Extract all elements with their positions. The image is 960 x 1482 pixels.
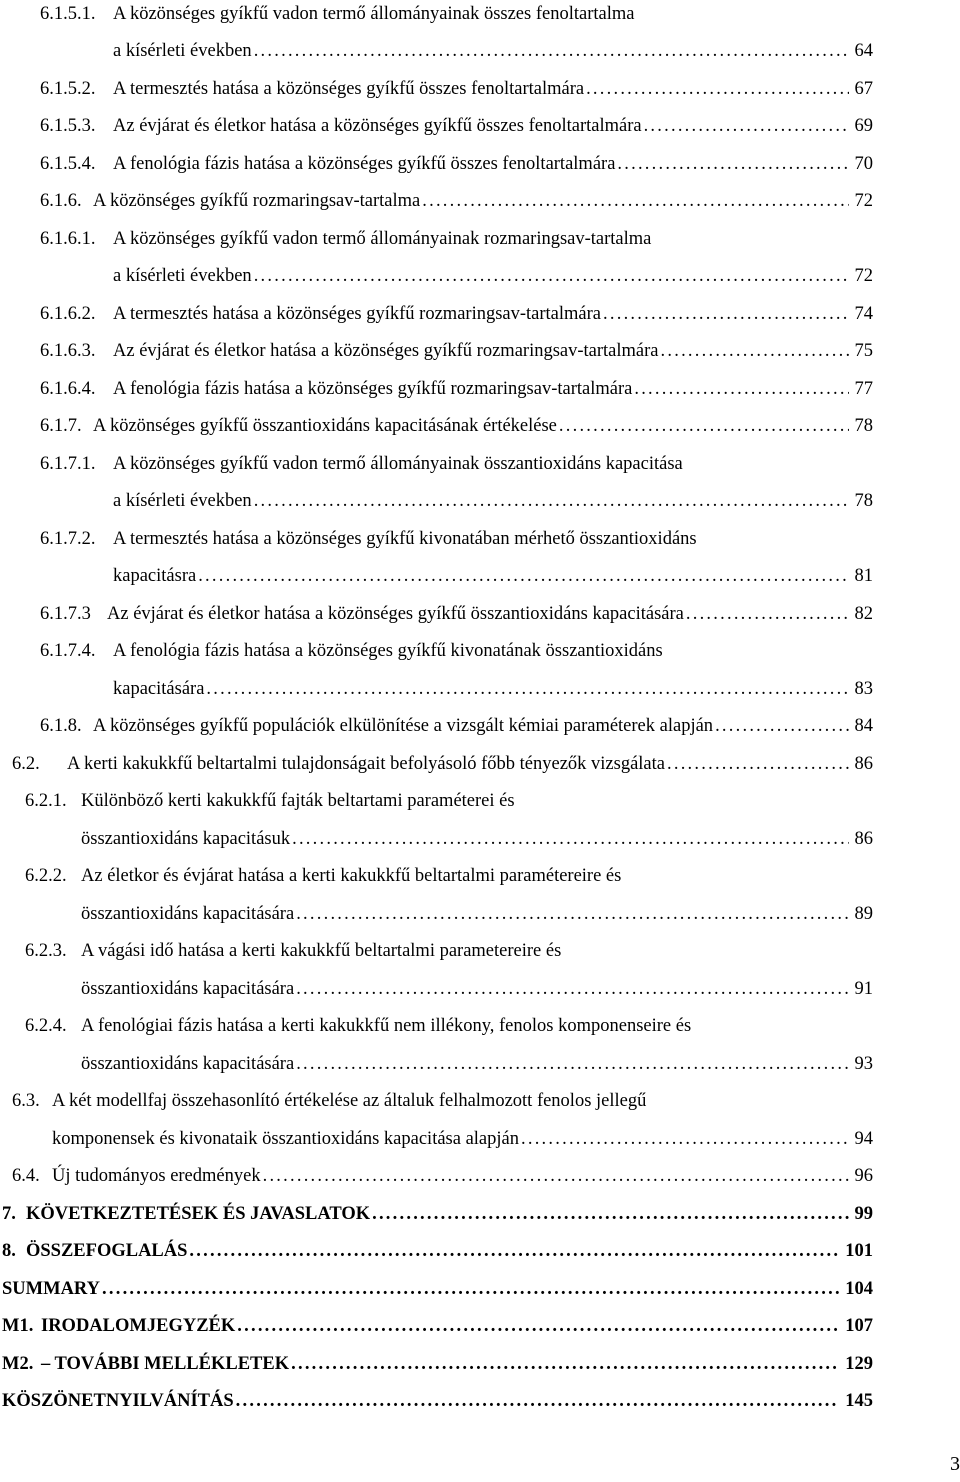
dot-leader: [237, 1312, 839, 1340]
dot-leader: [102, 1275, 839, 1303]
toc-entry-page: 94: [854, 1129, 873, 1149]
toc-entry-page: 67: [854, 79, 873, 99]
dot-leader: [603, 300, 848, 328]
toc-entry-title: a kísérleti években: [113, 266, 252, 286]
toc-entry[interactable]: [0, 337, 960, 365]
toc-entry-number: 6.3.: [12, 1091, 40, 1111]
toc-entry-title: Az életkor és évjárat hatása a kerti kakukkfű beltartalmi paramétereire és: [81, 866, 622, 886]
dot-leader: [521, 1125, 849, 1153]
toc-entry-title: Az évjárat és életkor hatása a közönséges gyíkfű rozmaringsav-tartalmára: [113, 341, 659, 361]
toc-entry-title: KÖSZÖNETNYILVÁNÍTÁS: [2, 1391, 234, 1411]
toc-entry-number: 6.1.7.: [40, 416, 82, 436]
toc-entry[interactable]: [0, 375, 960, 403]
toc-entry-title: SUMMARY: [2, 1279, 101, 1299]
dot-leader: [715, 712, 848, 740]
dot-leader: [634, 375, 848, 403]
toc-entry-title: A közönséges gyíkfű vadon termő állományainak rozmaringsav-tartalma: [113, 229, 652, 249]
toc-entry-title: a kísérleti években: [113, 491, 252, 511]
toc-entry-number: 6.1.7.3: [40, 604, 91, 624]
toc-entry[interactable]: [0, 975, 960, 1003]
toc-entry-number: 6.2.2.: [25, 866, 67, 886]
toc-entry[interactable]: [0, 1012, 960, 1040]
toc-entry[interactable]: [0, 675, 960, 703]
toc-entry-title: összantioxidáns kapacitására: [81, 904, 295, 924]
toc-entry[interactable]: [0, 637, 960, 665]
toc-entry-number: 7.: [2, 1204, 16, 1224]
toc-entry-title: A közönséges gyíkfű vadon termő állományainak összes fenoltartalma: [113, 4, 635, 24]
toc-entry[interactable]: [0, 1312, 960, 1340]
toc-entry-number: 6.4.: [12, 1166, 40, 1186]
toc-entry[interactable]: [0, 300, 960, 328]
toc-entry-title: összantioxidáns kapacitására: [81, 1054, 295, 1074]
toc-entry-number: 6.1.6.1.: [40, 229, 96, 249]
toc-entry-title: KÖVETKEZTETÉSEK ÉS JAVASLATOK: [26, 1204, 371, 1224]
toc-entry[interactable]: [0, 0, 960, 28]
dot-leader: [236, 1387, 840, 1415]
toc-entry-page: 89: [854, 904, 873, 924]
toc-entry-page: 93: [854, 1054, 873, 1074]
dot-leader: [296, 975, 848, 1003]
toc-entry-number: 6.1.5.2.: [40, 79, 96, 99]
toc-entry[interactable]: [0, 412, 960, 440]
dot-leader: [372, 1200, 848, 1228]
dot-leader: [686, 600, 849, 628]
toc-entry[interactable]: [0, 1350, 960, 1378]
toc-entry-title: Az évjárat és életkor hatása a közönséges gyíkfű összantioxidáns kapacitására: [107, 604, 684, 624]
page-number: 3: [950, 1453, 960, 1475]
toc-entry-number: 6.1.7.2.: [40, 529, 96, 549]
toc-entry-title: A termesztés hatása a közönséges gyíkfű kivonatában mérhető összantioxidáns: [113, 529, 697, 549]
toc-entry-number: 6.1.6.: [40, 191, 82, 211]
toc-entry[interactable]: [0, 787, 960, 815]
dot-leader: [254, 262, 849, 290]
toc-entry-page: 86: [854, 829, 873, 849]
toc-entry[interactable]: [0, 525, 960, 553]
toc-entry-number: 8.: [2, 1241, 16, 1261]
toc-entry-page: 78: [854, 416, 873, 436]
dot-leader: [292, 825, 848, 853]
toc-entry-page: 83: [854, 679, 873, 699]
toc-entry-title: A közönséges gyíkfű rozmaringsav-tartalma: [93, 191, 421, 211]
toc-entry[interactable]: [0, 262, 960, 290]
toc-entry-title: A fenológia fázis hatása a közönséges gyíkfű összes fenoltartalmára: [113, 154, 616, 174]
toc-entry-title: IRODALOMJEGYZÉK: [41, 1316, 236, 1336]
toc-entry-title: – TOVÁBBI MELLÉKLETEK: [41, 1354, 290, 1374]
toc-entry-page: 145: [845, 1391, 873, 1411]
toc-entry-page: 84: [854, 716, 873, 736]
toc-entry-title: Új tudományos eredmények: [52, 1166, 261, 1186]
toc-entry[interactable]: [0, 487, 960, 515]
dot-leader: [617, 150, 848, 178]
toc-entry-number: 6.2.1.: [25, 791, 67, 811]
toc-entry-title: Az évjárat és életkor hatása a közönséges gyíkfű összes fenoltartalmára: [113, 116, 642, 136]
toc-entry[interactable]: [0, 1237, 960, 1265]
toc-entry-page: 74: [854, 304, 873, 324]
toc-entry[interactable]: [0, 1200, 960, 1228]
dot-leader: [296, 900, 848, 928]
dot-leader: [189, 1237, 839, 1265]
toc-entry-number: 6.1.5.4.: [40, 154, 96, 174]
toc-entry-title: összantioxidáns kapacitására: [81, 979, 295, 999]
toc-entry[interactable]: [0, 112, 960, 140]
toc-entry-title: A közönséges gyíkfű populációk elkülönítése a vizsgált kémiai paraméterek alapján: [93, 716, 714, 736]
dot-leader: [667, 750, 849, 778]
toc-entry[interactable]: [0, 750, 960, 778]
toc-entry-number: M2.: [2, 1354, 34, 1374]
toc-entry[interactable]: [0, 1162, 960, 1190]
toc-entry[interactable]: [0, 1275, 960, 1303]
toc-entry-page: 72: [854, 266, 873, 286]
toc-entry-page: 70: [854, 154, 873, 174]
toc-entry-number: 6.2.4.: [25, 1016, 67, 1036]
toc-entry-title: kapacitására: [113, 679, 205, 699]
toc-entry-title: komponensek és kivonataik összantioxidáns kapacitása alapján: [52, 1129, 519, 1149]
toc-entry[interactable]: [0, 37, 960, 65]
dot-leader: [661, 337, 849, 365]
toc-entry-number: 6.2.: [12, 754, 40, 774]
toc-entry-page: 99: [854, 1204, 873, 1224]
toc-entry-number: M1.: [2, 1316, 34, 1336]
toc-entry-page: 75: [854, 341, 873, 361]
toc-entry-page: 91: [854, 979, 873, 999]
dot-leader: [296, 1050, 848, 1078]
toc-entry-number: 6.1.6.3.: [40, 341, 96, 361]
toc-entry[interactable]: [0, 75, 960, 103]
toc-entry-page: 107: [845, 1316, 873, 1336]
toc-entry[interactable]: [0, 712, 960, 740]
toc-entry-number: 6.1.7.1.: [40, 454, 96, 474]
dot-leader: [422, 187, 848, 215]
toc-entry-title: A kerti kakukkfű beltartalmi tulajdonságait befolyásoló főbb tényezők vizsgálata: [67, 754, 665, 774]
toc-entry-page: 129: [845, 1354, 873, 1374]
toc-entry-page: 72: [854, 191, 873, 211]
toc-entry[interactable]: [0, 1387, 960, 1415]
dot-leader: [198, 562, 848, 590]
toc-entry-number: 6.2.3.: [25, 941, 67, 961]
toc-entry-page: 101: [845, 1241, 873, 1261]
toc-entry-title: A termesztés hatása a közönséges gyíkfű összes fenoltartalmára: [113, 79, 585, 99]
toc-entry[interactable]: [0, 1087, 960, 1115]
toc-entry[interactable]: [0, 450, 960, 478]
toc-entry-number: 6.1.5.3.: [40, 116, 96, 136]
toc-entry-title: A közönséges gyíkfű összantioxidáns kapacitásának értékelése: [93, 416, 557, 436]
toc-entry[interactable]: [0, 862, 960, 890]
toc-entry-page: 64: [854, 41, 873, 61]
dot-leader: [586, 75, 848, 103]
toc-entry[interactable]: [0, 1125, 960, 1153]
toc-entry[interactable]: [0, 600, 960, 628]
toc-entry-title: A vágási idő hatása a kerti kakukkfű beltartalmi parametereire és: [81, 941, 562, 961]
dot-leader: [644, 112, 849, 140]
toc-entry-title: kapacitásra: [113, 566, 197, 586]
toc-entry[interactable]: [0, 825, 960, 853]
toc-entry[interactable]: [0, 937, 960, 965]
toc-entry[interactable]: [0, 562, 960, 590]
toc-entry-title: A közönséges gyíkfű vadon termő állományainak összantioxidáns kapacitása: [113, 454, 683, 474]
toc-entry[interactable]: [0, 900, 960, 928]
toc-entry-page: 104: [845, 1279, 873, 1299]
toc-entry-page: 69: [854, 116, 873, 136]
toc-entry-number: 6.1.8.: [40, 716, 82, 736]
toc-entry-number: 6.1.5.1.: [40, 4, 96, 24]
toc-entry[interactable]: [0, 225, 960, 253]
toc-entry-title: A két modellfaj összehasonlító értékelése az általuk felhalmozott fenolos jellegű: [52, 1091, 647, 1111]
toc-entry-page: 77: [854, 379, 873, 399]
toc-entry-title: A fenológiai fázis hatása a kerti kakukkfű nem illékony, fenolos komponenseire és: [81, 1016, 692, 1036]
dot-leader: [206, 675, 848, 703]
toc-entry-page: 82: [854, 604, 873, 624]
toc-entry[interactable]: [0, 187, 960, 215]
dot-leader: [559, 412, 849, 440]
toc-entry-title: A fenológia fázis hatása a közönséges gyíkfű rozmaringsav-tartalmára: [113, 379, 633, 399]
toc-entry[interactable]: [0, 150, 960, 178]
toc-entry-title: ÖSSZEFOGLALÁS: [26, 1241, 188, 1261]
toc-entry-page: 86: [854, 754, 873, 774]
toc-entry-title: összantioxidáns kapacitásuk: [81, 829, 291, 849]
toc-entry-number: 6.1.6.4.: [40, 379, 96, 399]
toc-entry-page: 78: [854, 491, 873, 511]
toc-entry-page: 96: [854, 1166, 873, 1186]
dot-leader: [263, 1162, 849, 1190]
dot-leader: [291, 1350, 839, 1378]
toc-entry-title: A fenológia fázis hatása a közönséges gyíkfű kivonatának összantioxidáns: [113, 641, 663, 661]
toc-entry-title: Különböző kerti kakukkfű fajták beltartami paraméterei és: [81, 791, 515, 811]
toc-entry[interactable]: [0, 1050, 960, 1078]
dot-leader: [254, 37, 849, 65]
toc-entry-title: A termesztés hatása a közönséges gyíkfű rozmaringsav-tartalmára: [113, 304, 602, 324]
toc-entry-page: 81: [854, 566, 873, 586]
toc-entry-title: a kísérleti években: [113, 41, 252, 61]
toc-entry-number: 6.1.7.4.: [40, 641, 96, 661]
toc-entry-number: 6.1.6.2.: [40, 304, 96, 324]
dot-leader: [254, 487, 849, 515]
